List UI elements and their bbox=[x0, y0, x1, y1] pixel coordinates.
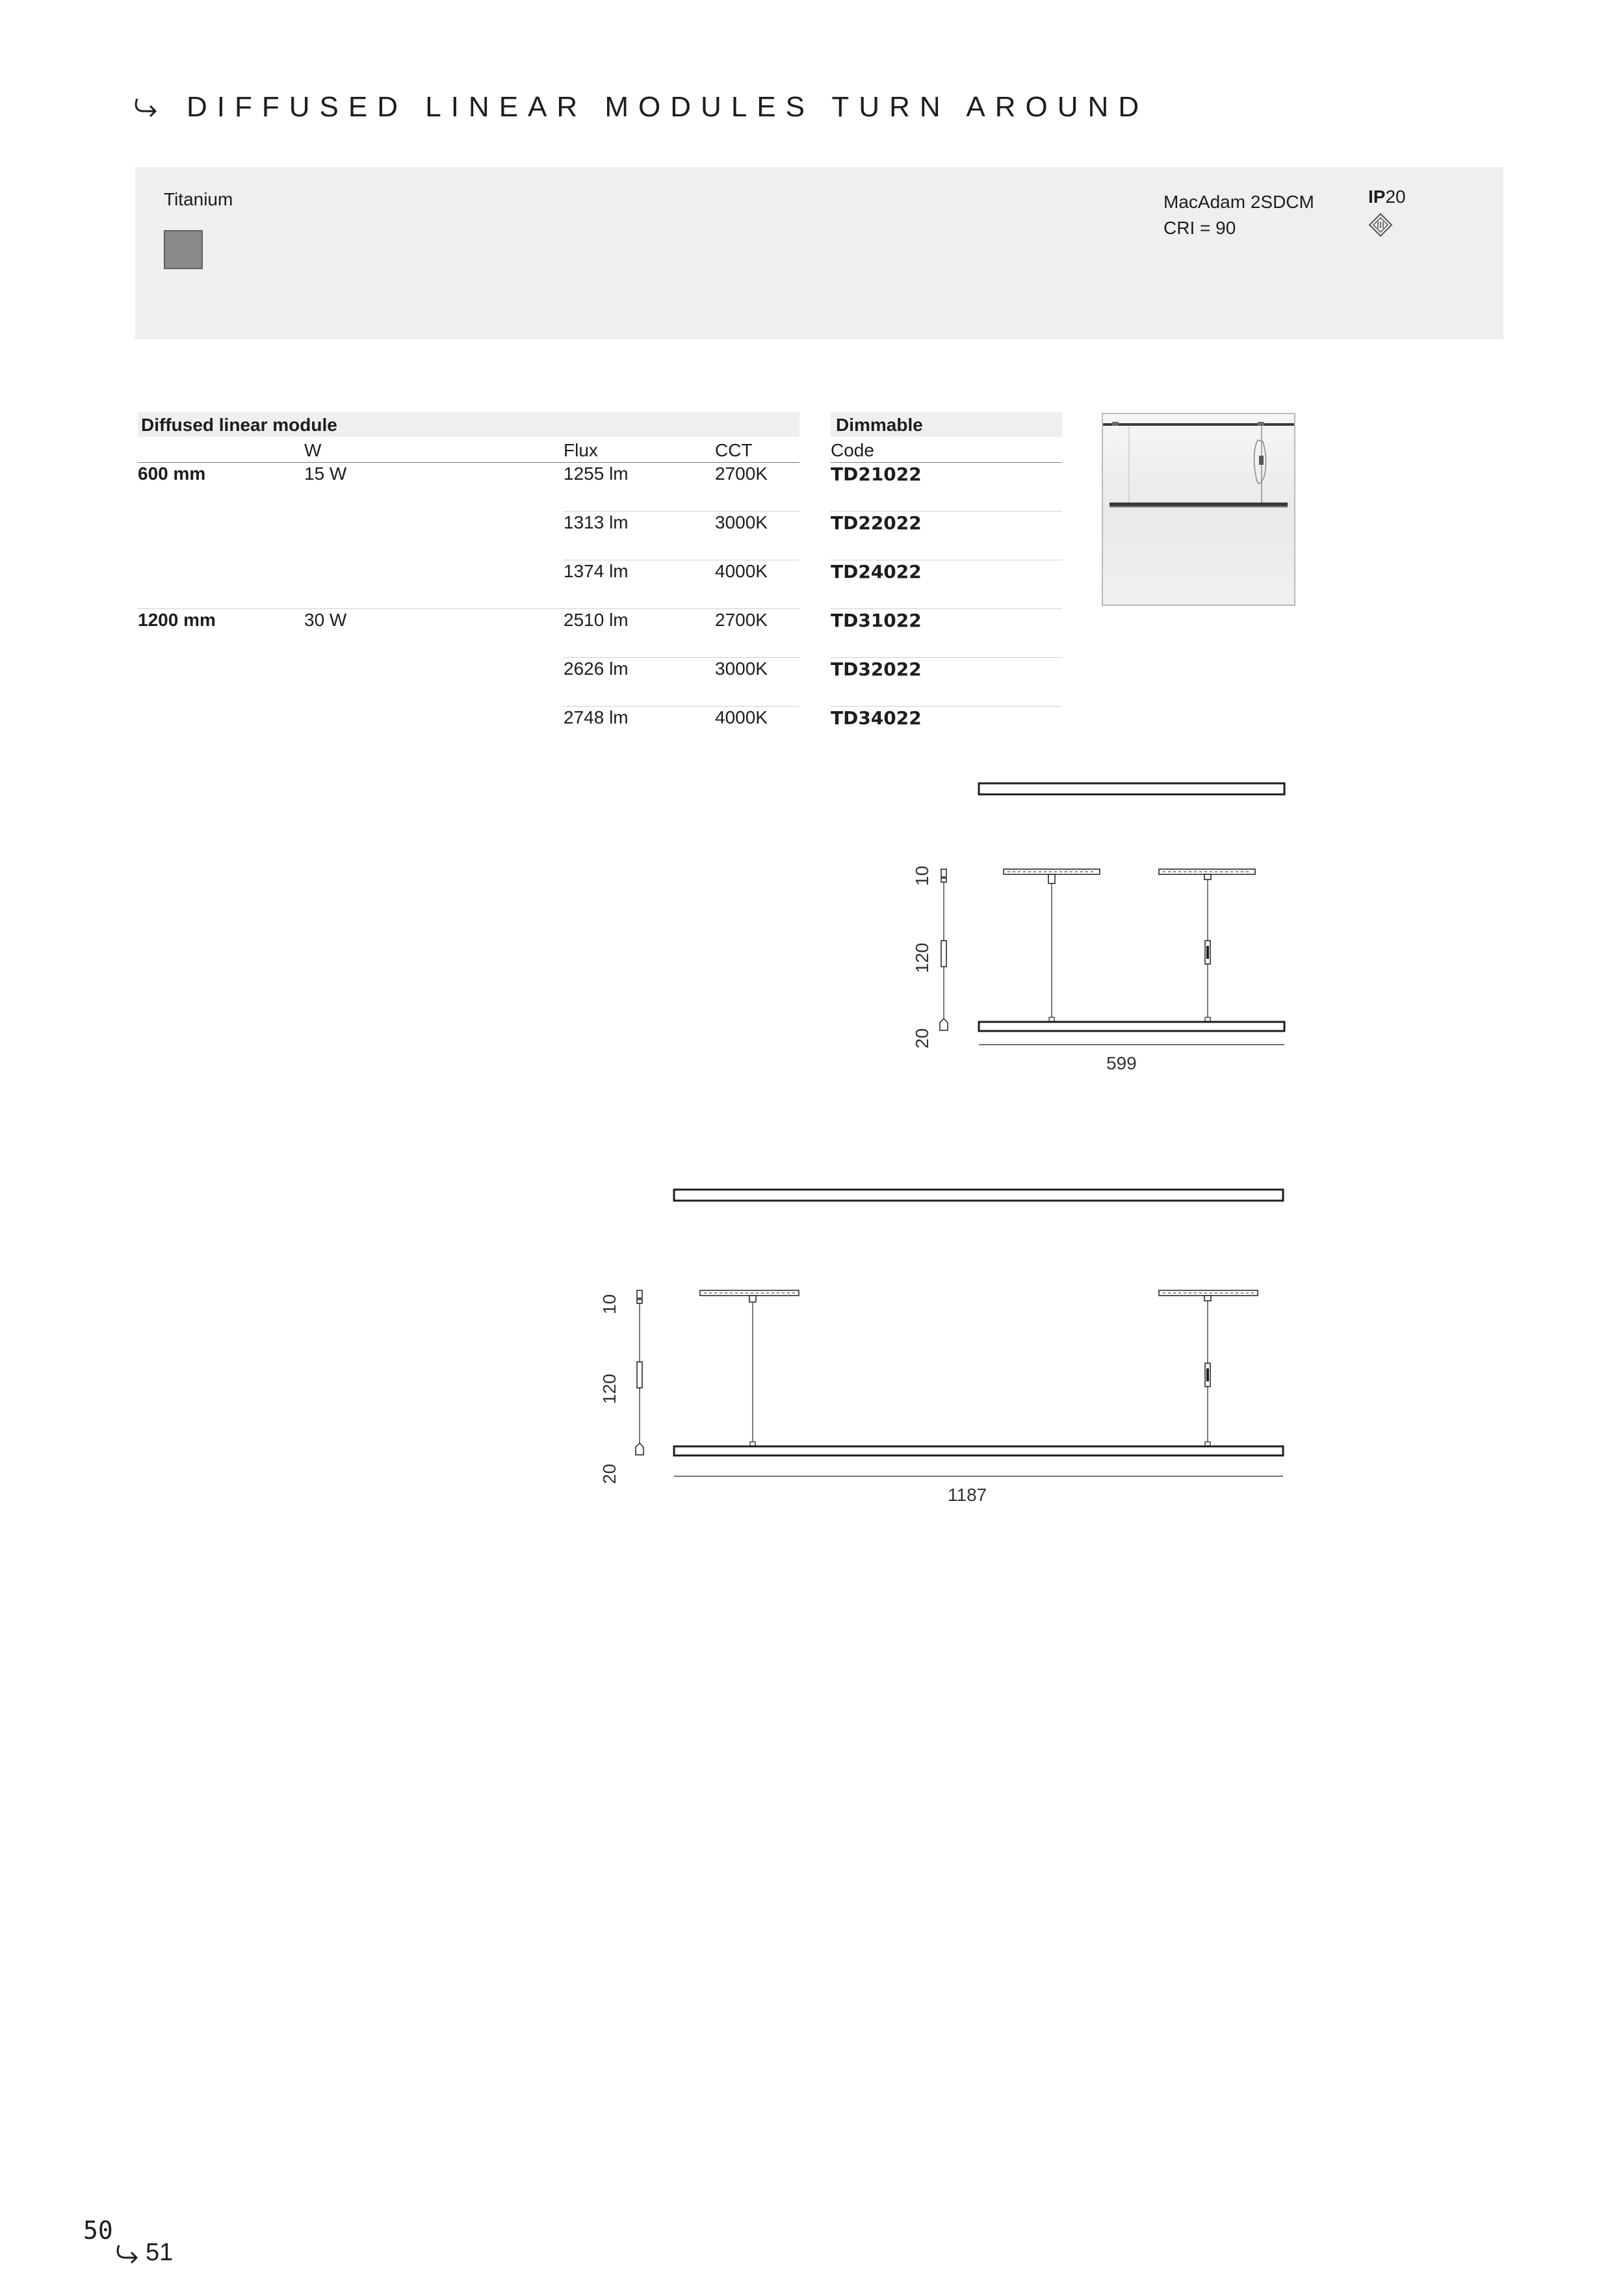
finish-swatch bbox=[164, 230, 203, 269]
col-header-code: Code bbox=[831, 440, 874, 460]
flux-cell: 2626 lm bbox=[564, 659, 629, 679]
color-spec bbox=[1163, 189, 1314, 241]
row-rule-code bbox=[831, 608, 1062, 609]
code-cell: TD32022 bbox=[831, 659, 922, 680]
cct-cell: 2700K bbox=[715, 610, 768, 630]
col-header-flux: Flux bbox=[564, 440, 598, 460]
row-rule-code bbox=[831, 511, 1062, 512]
cri-text: CRI = 90 bbox=[1163, 218, 1236, 238]
drawing-1200mm bbox=[601, 1183, 1310, 1489]
code-cell: TD24022 bbox=[831, 561, 922, 582]
track-adapters bbox=[700, 1290, 1258, 1302]
top-view-bar bbox=[979, 783, 1284, 794]
row-rule bbox=[564, 511, 799, 512]
dim-top-600: 10 bbox=[912, 865, 932, 886]
code-cell: TD22022 bbox=[831, 512, 922, 534]
flux-cell: 2748 lm bbox=[564, 707, 629, 727]
flux-cell: 1374 lm bbox=[564, 561, 629, 581]
hook-arrow-icon bbox=[133, 96, 158, 118]
dim-mid-1200: 120 bbox=[599, 1374, 619, 1404]
cable-anchors bbox=[1049, 1017, 1210, 1021]
suspension-cables bbox=[1052, 880, 1208, 1019]
side-profile bbox=[636, 1290, 643, 1455]
page-number-left: 50 bbox=[83, 2216, 113, 2245]
page-title-row bbox=[133, 88, 1149, 127]
row-rule-code bbox=[831, 706, 1062, 707]
col-header-cct: CCT bbox=[715, 440, 753, 460]
cct-cell: 3000K bbox=[715, 659, 768, 679]
size-cell: 600 mm bbox=[138, 463, 206, 484]
size-cell: 1200 mm bbox=[138, 610, 216, 630]
cct-cell: 2700K bbox=[715, 463, 768, 484]
driver-label bbox=[1206, 946, 1209, 959]
flux-cell: 1313 lm bbox=[564, 512, 629, 532]
suspension-cables bbox=[753, 1301, 1208, 1443]
ip-prefix: IP bbox=[1368, 187, 1386, 207]
finish-label: Titanium bbox=[164, 189, 233, 209]
watt-cell: 15 W bbox=[304, 463, 347, 484]
hook-arrow-icon bbox=[116, 2243, 139, 2265]
code-cell: TD31022 bbox=[831, 610, 922, 631]
flux-cell: 1255 lm bbox=[564, 463, 629, 484]
track-adapters bbox=[1004, 869, 1255, 883]
info-band bbox=[135, 167, 1503, 339]
module-body bbox=[979, 1022, 1284, 1031]
group-rule bbox=[138, 608, 799, 609]
col-header-watt: W bbox=[304, 440, 322, 460]
flux-cell: 2510 lm bbox=[564, 610, 629, 630]
side-profile bbox=[940, 869, 948, 1030]
watt-cell: 30 W bbox=[304, 610, 347, 630]
cable-anchors bbox=[750, 1442, 1210, 1446]
row-rule-code bbox=[831, 657, 1062, 658]
module-body bbox=[674, 1446, 1283, 1455]
ip-rating bbox=[1368, 187, 1406, 207]
dimmable-title: Dimmable bbox=[836, 415, 923, 435]
cct-cell: 3000K bbox=[715, 512, 768, 532]
top-view-bar bbox=[674, 1190, 1283, 1201]
dim-bottom-1200: 20 bbox=[599, 1463, 619, 1484]
length-1200-label: 1187 bbox=[948, 1485, 987, 1505]
section-title: Diffused linear module bbox=[141, 415, 337, 435]
code-cell: TD21022 bbox=[831, 463, 922, 485]
cct-cell: 4000K bbox=[715, 561, 768, 581]
dim-mid-600: 120 bbox=[912, 943, 932, 973]
header-rule bbox=[138, 462, 799, 463]
dim-top-1200: 10 bbox=[599, 1294, 619, 1314]
driver-label bbox=[1206, 1368, 1209, 1381]
page-number-right: 51 bbox=[146, 2239, 174, 2266]
product-photo bbox=[1102, 413, 1295, 606]
dim-bottom-600: 20 bbox=[912, 1028, 932, 1049]
macadam-text: MacAdam 2SDCM bbox=[1163, 192, 1314, 212]
drawing-600mm bbox=[910, 777, 1306, 1056]
product-illustration bbox=[1103, 414, 1294, 605]
header-rule-code bbox=[831, 462, 1062, 463]
row-rule bbox=[564, 657, 799, 658]
protection-class-icon bbox=[1368, 213, 1393, 237]
code-cell: TD34022 bbox=[831, 707, 922, 729]
row-rule bbox=[564, 706, 799, 707]
cct-cell: 4000K bbox=[715, 707, 768, 727]
ip-value: 20 bbox=[1385, 187, 1406, 207]
page-title: DIFFUSED LINEAR MODULES TURN AROUND bbox=[187, 91, 1149, 123]
length-600-label: 599 bbox=[1106, 1053, 1137, 1073]
